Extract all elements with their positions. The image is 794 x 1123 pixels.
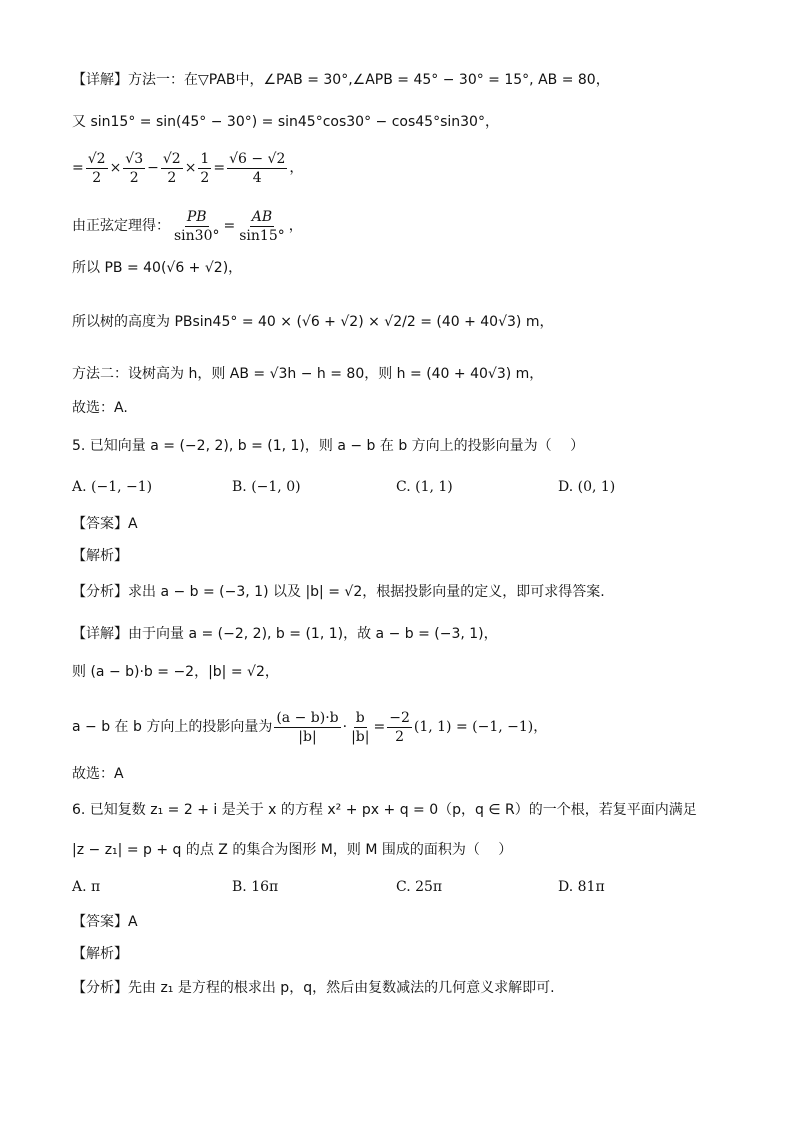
fraction-sqrt2-over-2: $\frac{√2}{2}$ [87, 150, 106, 186]
q5-option-d: D. (0, 1) [558, 479, 616, 495]
fraction-unit-vector: $\frac{b}{|b|}$ [351, 709, 370, 745]
question-6-stem: 6. 已知复数 z₁ = 2 + i 是关于 x 的方程 x² + px + q = 0（p，q ∈ R）的一个根，若复平面内满足 [72, 802, 697, 818]
q5-projection-line: a − b 在 b 方向上的投影向量为 $\frac{(a - b)\cdot b}{|b|}$ · $\frac{b}{|b|}$ = $\frac{-2}{2}$ (1, 1) = (−1, −1)， [72, 709, 548, 745]
sin15-value-line: = $\frac{√2}{2}$ × $\frac{√3}{2}$ − $\frac{√2}{2}$ × $\frac{1}{2}$ = $\frac{√6 - √2}{4}$ ， [72, 150, 304, 186]
method-two-line: 方法二：设树高为 h，则 AB = √3h − h = 80，则 h = (40 + 40√3) m， [72, 366, 544, 382]
q5-option-c: C. (1, 1) [396, 479, 453, 495]
fraction-result: $\frac{√6 - √2}{4}$ [229, 150, 286, 186]
fraction-projection-coef: $\frac{(a - b)\cdot b}{|b|}$ [276, 709, 339, 745]
fraction-sqrt3-over-2: $\frac{√3}{2}$ [125, 150, 144, 186]
fraction-1-over-2: $\frac{1}{2}$ [200, 150, 210, 186]
q5-analysis-label: 【解析】 [72, 548, 128, 564]
question-5-stem: 5. 已知向量 a = (−2, 2), b = (1, 1)，则 a − b 在 b 方向上的投影向量为（ ） [72, 438, 585, 454]
equals-sign-b: = [213, 160, 226, 176]
q6-option-d: D. 81π [558, 879, 605, 895]
sine-rule-line: 由正弦定理得： $\frac{PB}{\sin 30^\circ}$ = $\frac{AB}{\sin 15^\circ}$ ， [72, 208, 303, 244]
q5-option-a: A. (−1, −1) [72, 479, 153, 495]
fraction-ab-sin15: $\frac{AB}{\sin 15^\circ}$ [239, 208, 285, 244]
equals-sign: = [72, 160, 84, 176]
q6-analysis-label: 【解析】 [72, 946, 128, 962]
q5-detail-dot: 则 (a − b)·b = −2，|b| = √2， [72, 664, 279, 680]
detail-method-one [72, 70, 734, 90]
question-6-stem-2: |z − z₁| = p + q 的点 Z 的集合为图形 M，则 M 围成的面积为（ ） [72, 842, 513, 858]
q5-answer: 【答案】A [72, 516, 138, 532]
fraction-sqrt2-over-2-b: $\frac{√2}{2}$ [162, 150, 181, 186]
times-sign: × [109, 160, 122, 176]
fraction-pb-sin30: $\frac{PB}{\sin 30^\circ}$ [174, 208, 220, 244]
times-sign-b: × [184, 160, 197, 176]
q5-option-b: B. (−1, 0) [232, 479, 301, 495]
q6-option-c: C. 25π [396, 879, 443, 895]
detail-label: 【详解】 [72, 72, 128, 88]
choice-line-4: 故选：A. [72, 400, 128, 416]
method-one-text: 方法一：在▽PAB中，∠PAB = 30°,∠APB = 45° − 30° = 15°, AB = 80， [128, 72, 610, 88]
minus-sign: − [147, 160, 159, 176]
tree-height-line: 所以树的高度为 PBsin45° = 40 × (√6 + √2) × √2/2 = (40 + 40√3) m， [72, 314, 554, 330]
q6-answer: 【答案】A [72, 914, 138, 930]
q5-analysis: 【分析】求出 a − b = (−3, 1) 以及 |b| = √2，根据投影向量的定义，即可求得答案. [72, 584, 605, 600]
q5-choice: 故选：A [72, 766, 124, 782]
q6-option-a: A. π [72, 879, 101, 895]
pb-result-line: 所以 PB = 40(√6 + √2)， [72, 260, 243, 276]
sin15-expansion: 又 sin15° = sin(45° − 30°) = sin45°cos30° − cos45°sin30°， [72, 114, 499, 130]
q6-analysis: 【分析】先由 z₁ 是方程的根求出 p，q，然后由复数减法的几何意义求解即可. [72, 980, 555, 996]
fraction-minus2-over-2: $\frac{-2}{2}$ [389, 709, 410, 745]
q5-detail: 【详解】由于向量 a = (−2, 2), b = (1, 1)，故 a − b = (−3, 1)， [72, 626, 498, 642]
q6-option-b: B. 16π [232, 879, 279, 895]
